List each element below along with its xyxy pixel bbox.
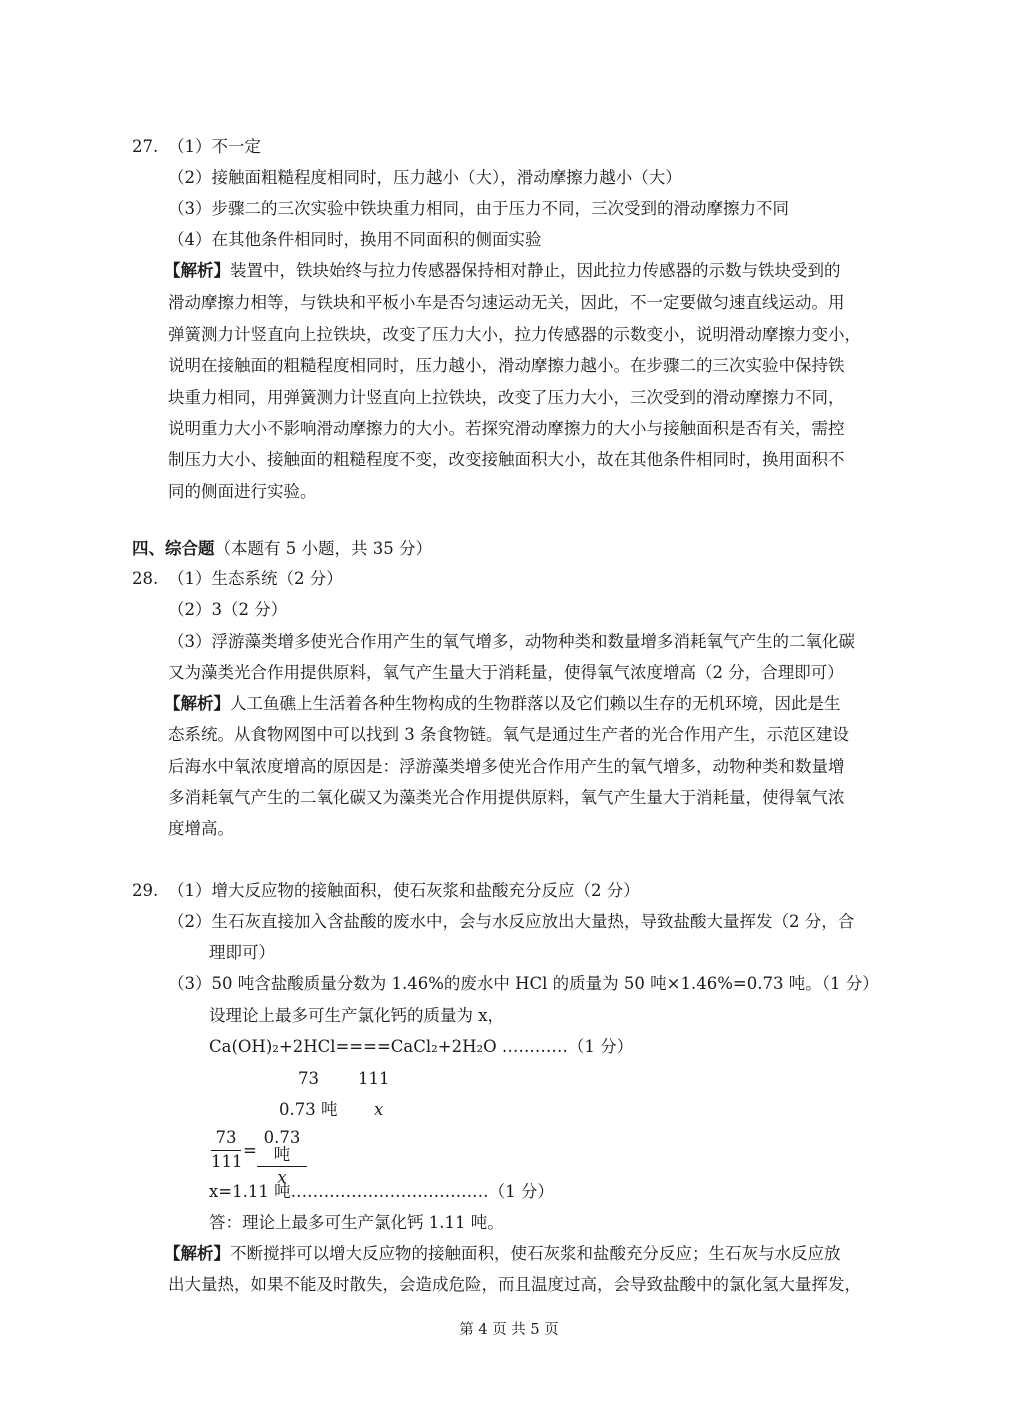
- q27-answer-4: （4）在其他条件相同时，换用不同面积的侧面实验: [168, 230, 542, 249]
- q27-analysis-line-4: 说明在接触面的粗糙程度相同时，压力越小，滑动摩擦力越小。在步骤二的三次实验中保持铁: [168, 356, 845, 375]
- q29-ratio-row-2-b: x: [374, 1100, 384, 1119]
- q29-answer-1: （1）增大反应物的接触面积，使石灰浆和盐酸充分反应（2 分）: [168, 881, 640, 900]
- q29-answer-2-line-1: （2）生石灰直接加入含盐酸的废水中，会与水反应放出大量热，导致盐酸大量挥发（2 分，合: [168, 912, 855, 931]
- section-note: （本题有 5 小题，共 35 分）: [214, 539, 432, 558]
- fraction-left-denominator: 111: [211, 1151, 243, 1171]
- q27-answer-3: （3）步骤二的三次实验中铁块重力相同，由于压力不同，三次受到的滑动摩擦力不同: [168, 199, 789, 218]
- q27-analysis-line-1: [164, 263, 841, 280]
- q28-analysis-line-2: 态系统。从食物网图中可以找到 3 条食物链。氧气是通过生产者的光合作用产生，示范区建设: [168, 725, 849, 744]
- q27-analysis-line-5: 块重力相同，用弹簧测力计竖直向上拉铁块，改变了压力大小，三次受到的滑动摩擦力不同，: [168, 388, 845, 407]
- fraction-bar: [257, 1166, 307, 1167]
- q28-analysis-line-4: 多消耗氧气产生的二氧化碳又为藻类光合作用提供原料，氧气产生量大于消耗量，使得氧气浓: [168, 788, 845, 807]
- section-heading: [132, 541, 432, 558]
- q29-result: x=1.11 吨………………………………（1 分）: [209, 1182, 554, 1201]
- q29-final-answer: 答：理论上最多可生产氯化钙 1.11 吨。: [209, 1213, 504, 1232]
- analysis-label: 【解析】: [164, 694, 230, 713]
- q28-analysis-line-5: 度增高。: [168, 819, 234, 838]
- q28-answer-3-line-1: （3）浮游藻类增多使光合作用产生的氧气增多，动物种类和数量增多消耗氧气产生的二氧化碳: [168, 632, 855, 651]
- q27-answer-1: （1）不一定: [168, 137, 261, 156]
- question-number-29: 29.: [132, 881, 159, 900]
- q29-ratio-row-1-b: 111: [358, 1069, 390, 1088]
- analysis-text: 装置中，铁块始终与拉力传感器保持相对静止，因此拉力传感器的示数与铁块受到的: [230, 261, 841, 280]
- fraction-left: [211, 1130, 241, 1170]
- fraction-right-numerator: 0.73吨: [263, 1128, 301, 1164]
- fraction-bar: [211, 1150, 241, 1151]
- q27-analysis-line-2: 滑动摩擦力相等，与铁块和平板小车是否匀速运动无关，因此，不一定要做匀速直线运动。用: [168, 293, 845, 312]
- q28-answer-2: （2）3（2 分）: [168, 600, 288, 619]
- section-title: 四、综合题: [132, 539, 215, 558]
- q28-answer-3-line-2: 又为藻类光合作用提供原料，氧气产生量大于消耗量，使得氧气浓度增高（2 分，合理即可）: [168, 663, 844, 682]
- fraction-right-denominator: x: [277, 1168, 287, 1187]
- analysis-label: 【解析】: [164, 261, 230, 280]
- analysis-text: 人工鱼礁上生活着各种生物构成的生物群落以及它们赖以生存的无机环境，因此是生: [230, 694, 841, 713]
- analysis-label: 【解析】: [164, 1244, 230, 1263]
- q28-analysis-line-3: 后海水中氧浓度增高的原因是：浮游藻类增多使光合作用产生的氧气增多，动物种类和数量增: [168, 757, 845, 776]
- analysis-text: 不断搅拌可以增大反应物的接触面积，使石灰浆和盐酸充分反应；生石灰与水反应放: [230, 1244, 841, 1263]
- q28-answer-1: （1）生态系统（2 分）: [168, 569, 343, 588]
- q29-ratio-row-1-a: 73: [298, 1069, 319, 1088]
- fraction-right: [257, 1130, 307, 1187]
- fraction-left-numerator: 73: [215, 1128, 237, 1147]
- q27-analysis-line-7: 制压力大小、接触面的粗糙程度不变，改变接触面积大小，故在其他条件相同时，换用面积不: [168, 450, 845, 469]
- q28-analysis-line-1: [164, 696, 841, 713]
- q27-analysis-line-3: 弹簧测力计竖直向上拉铁块，改变了压力大小，拉力传感器的示数变小，说明滑动摩擦力变小，: [168, 325, 861, 344]
- question-number-28: 28.: [132, 569, 159, 588]
- q29-chemical-equation: Ca(OH)₂+2HCl====CaCl₂+2H₂O …………（1 分）: [209, 1037, 634, 1056]
- question-number-27: 27.: [132, 137, 159, 156]
- q27-analysis-line-8: 同的侧面进行实验。: [168, 482, 317, 501]
- equals-sign: =: [243, 1141, 257, 1160]
- q29-answer-2-line-2: 理即可）: [209, 943, 275, 962]
- q27-answer-2: （2）接触面粗糙程度相同时，压力越小（大），滑动摩擦力越小（大）: [168, 168, 682, 187]
- q27-analysis-line-6: 说明重力大小不影响滑动摩擦力的大小。若探究滑动摩擦力的大小与接触面积是否有关，需控: [168, 419, 845, 438]
- q29-answer-3: （3）50 吨含盐酸质量分数为 1.46%的废水中 HCl 的质量为 50 吨×1.46%=0.73 吨。（1 分）: [168, 974, 879, 993]
- page-footer: 第 4 页 共 5 页: [459, 1322, 559, 1338]
- q29-ratio-row-2-a: 0.73 吨: [279, 1100, 338, 1119]
- q29-analysis-line-1: [164, 1246, 841, 1263]
- q29-analysis-line-2: 出大量热，如果不能及时散失，会造成危险，而且温度过高，会导致盐酸中的氯化氢大量挥发，: [168, 1275, 861, 1294]
- q29-set-variable: 设理论上最多可生产氯化钙的质量为 x，: [209, 1006, 505, 1025]
